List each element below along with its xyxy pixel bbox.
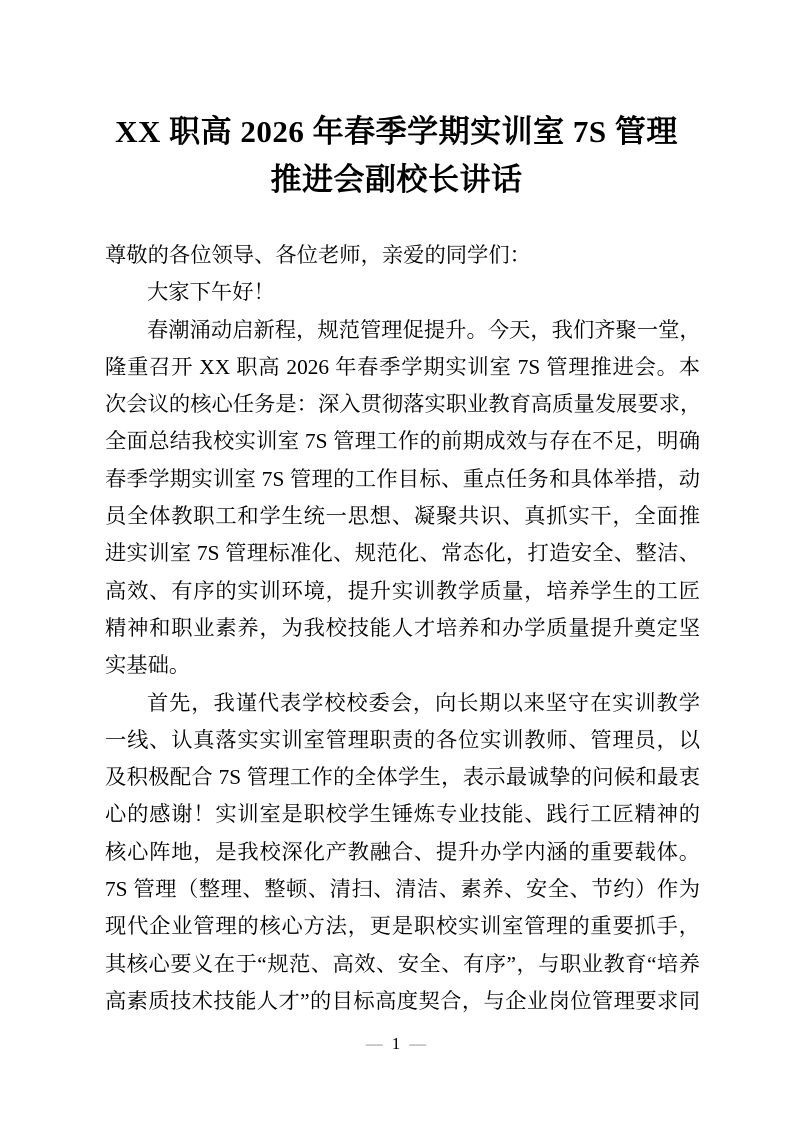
body-line: 核心阵地，是我校深化产教融合、提升办学内涵的重要载体。 xyxy=(105,839,700,864)
body-line: 高素质技术技能人才”的目标高度契合，与企业岗位管理要求同 xyxy=(105,988,700,1013)
footer-right-dash: — xyxy=(409,1034,428,1053)
body-line: 大家下午好！ xyxy=(147,280,275,305)
body-line: 首先，我谨代表学校校委会，向长期以来坚守在实训教学 xyxy=(147,690,700,715)
body-line: 进实训室 7S 管理标准化、规范化、常态化，打造安全、整洁、 xyxy=(105,541,700,566)
body-line: 全面总结我校实训室 7S 管理工作的前期成效与存在不足，明确 xyxy=(105,429,700,454)
body-line: 春季学期实训室 7S 管理的工作目标、重点任务和具体举措，动 xyxy=(105,466,700,491)
page-number: 1 xyxy=(391,1034,402,1053)
footer-left-dash: — xyxy=(365,1034,384,1053)
body-line: 员全体教职工和学生统一思想、凝聚共识、真抓实干，全面推 xyxy=(105,504,700,529)
body-line: 一线、认真落实实训室管理职责的各位实训教师、管理员，以 xyxy=(105,727,700,752)
body-line: 现代企业管理的核心方法，更是职校实训室管理的重要抓手， xyxy=(105,914,700,939)
body-line: 心的感谢！实训室是职校学生锤炼专业技能、践行工匠精神的 xyxy=(105,802,700,827)
body-line: 7S 管理（整理、整顿、清扫、清洁、素养、安全、节约）作为 xyxy=(105,877,700,902)
body-line: 隆重召开 XX 职高 2026 年春季学期实训室 7S 管理推进会。本 xyxy=(105,354,700,379)
document-body xyxy=(105,237,700,1020)
document-title xyxy=(0,108,793,204)
title-line-2: 推进会副校长讲话 xyxy=(270,162,523,197)
body-line: 及积极配合 7S 管理工作的全体学生，表示最诚挚的问候和最衷 xyxy=(105,765,700,790)
body-line: 尊敬的各位领导、各位老师，亲爱的同学们： xyxy=(105,243,531,267)
page-footer xyxy=(0,1032,793,1056)
body-line: 实基础。 xyxy=(105,653,191,678)
body-line: 次会议的核心任务是：深入贯彻落实职业教育高质量发展要求， xyxy=(105,392,702,417)
body-line: 精神和职业素养，为我校技能人才培养和办学质量提升奠定坚 xyxy=(105,615,700,640)
body-line: 其核心要义在于“规范、高效、安全、有序”，与职业教育“培养 xyxy=(105,951,700,976)
title-line-1: XX 职高 2026 年春季学期实训室 7S 管理 xyxy=(115,114,678,149)
body-line: 春潮涌动启新程，规范管理促提升。今天，我们齐聚一堂， xyxy=(147,317,701,342)
body-line: 高效、有序的实训环境，提升实训教学质量，培养学生的工匠 xyxy=(105,578,700,603)
